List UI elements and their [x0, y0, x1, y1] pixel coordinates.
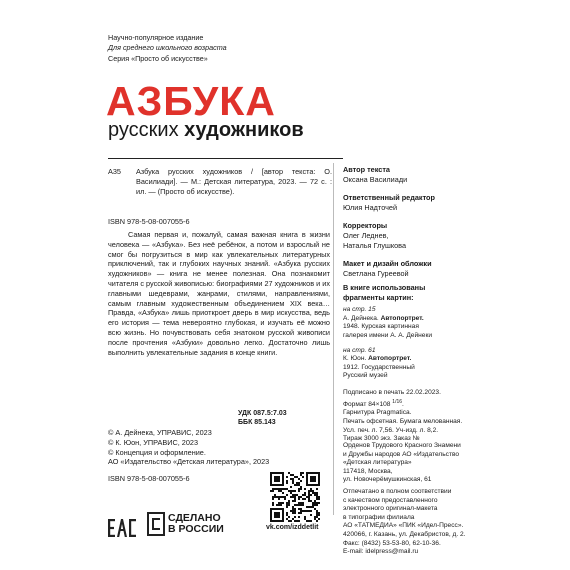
fragment-page: на стр. 61	[343, 346, 376, 354]
signed-date: Подписано в печать 22.02.2023.	[343, 389, 441, 396]
copyright-line: © А. Дейнека, УПРАВИС, 2023	[108, 428, 212, 437]
made-in-russia-icon	[147, 512, 165, 536]
credit-name: Оксана Василиади	[343, 174, 408, 184]
series-name: Серия «Просто об искусстве»	[108, 53, 208, 63]
publisher-info: Орденов Трудового Красного Знамени и Дружбы народов АО «Издательство «Детская литература» 117418, Москва, ул. Новочерёмушкинская, 61	[343, 442, 461, 484]
copyright-line: © Концепция и оформление.	[108, 447, 206, 457]
audience: Для среднего школьного возраста	[108, 43, 227, 53]
book-subtitle	[108, 119, 304, 141]
eac-mark	[108, 519, 136, 542]
annotation: Самая первая и, пожалуй, самая важная книга в жизни человека — «Азбука». Без неё ребёнок, а потом и взрослый не смог бы погрузиться в мир как увлекательных литературных приключений, так и глубоких научных знаний. «Азбука русских художников» — книга не менее полезная. Она познакомит читателя с русской живописью: биографиями 27 художников и их главными шедеврами, жанрами, стилями, направлениями, самым главным художественным объединением XIX века… Правда, «Азбука» лишь приоткроет дверь в мир искусства, ведь его история — тема невероятно глубокая, и изучать её можно всю жизнь. Но почувствовать себя знатоком русской живописи после прочтения «Азбуки» довольно легко. Достаточно лишь выполнить увлекательные задания в конце книги.	[108, 230, 330, 357]
edition-type: Научно-популярное издание	[108, 33, 204, 42]
fragments-heading: В книге использованы	[343, 283, 426, 292]
bbk-code: ББК 85.143	[238, 419, 276, 426]
print-method: Печать офсетная. Бумага мелованная.	[343, 417, 463, 425]
subtitle-light: русских	[108, 119, 179, 141]
fragments-heading: фрагменты картин:	[343, 292, 414, 302]
copyright-line: © К. Юон, УПРАВИС, 2023	[108, 437, 199, 447]
isbn-bottom: ISBN 978-5-08-007055-6	[108, 474, 190, 483]
credit-role: Ответственный редактор	[343, 193, 435, 203]
sheets: Усл. печ. л. 7,56. Уч-изд. л. 8,2.	[343, 426, 439, 434]
credit-role: Макет и дизайн обложки	[343, 259, 432, 269]
credits	[343, 165, 543, 278]
book-title: АЗБУКА	[106, 78, 276, 124]
format: Формат 84×108 $^{1/16}$.	[343, 398, 404, 408]
column-divider	[333, 163, 334, 515]
divider	[108, 158, 343, 159]
qr-caption: vk.com/izddetlit	[266, 524, 319, 531]
qr-code-icon	[270, 472, 320, 522]
made-in-russia-mark	[147, 512, 224, 536]
fragment-item: А. Дейнека. Автопортрет.	[343, 314, 424, 322]
udk-code: УДК 087.5:7.03	[238, 410, 287, 417]
credit-name: Юлия Надточей	[343, 202, 398, 212]
subtitle-bold: художников	[184, 119, 304, 141]
series-header	[108, 33, 227, 64]
credit-role: Корректоры	[343, 221, 388, 231]
qr-code[interactable]	[270, 472, 320, 522]
email[interactable]: E-mail: idelpress@mail.ru	[343, 548, 419, 556]
made-line-2: В РОССИИ	[168, 523, 224, 535]
bibliographic-text: Азбука русских художников / [автор текста: О. Василиади]. — М.: Детская литература, 2023. — 72 с. : ил. — (Просто об искусстве).	[136, 167, 332, 196]
credit-name: Олег Леднев,	[343, 230, 389, 240]
fragments-block: В книге использованы фрагменты картин: на стр. 15 А. Дейнека. Автопортрет. 1948. Курская картинная галерея имени А. А. Дейнеки на стр. 61 К. Юон. Автопортрет. 1912. Государственный Русский музей	[343, 283, 543, 381]
copyright-block	[108, 428, 269, 467]
eac-icon	[108, 519, 136, 537]
isbn: ISBN 978-5-08-007055-6	[108, 217, 190, 226]
credit-name: Светлана Гуреевой	[343, 268, 409, 278]
classification-codes	[238, 409, 287, 427]
fragment-item: К. Юон. Автопортрет.	[343, 355, 412, 363]
credit-role: Автор текста	[343, 165, 390, 174]
made-line-1: СДЕЛАНО	[168, 512, 221, 524]
printer-info: Отпечатано в полном соответствии с качеством предоставленного электронного оригинал-макета в типографии филиала АО «ТАТМЕДИА» «ПИК «Идел-Пресс». 420066, г. Казань, ул. Декабристов, д. 2. Факс: (8432) 53-53-80, 62-10-36. E-mail: idelpress@mail.ru	[343, 488, 553, 557]
imprint	[343, 389, 543, 444]
copyright-line: АО «Издательство «Детская литература», 2023	[108, 457, 270, 467]
print-run: Тираж 3000 экз. Заказ №	[343, 435, 420, 443]
fragment-page: на стр. 15	[343, 306, 376, 314]
typeface: Гарнитура Pragmatica.	[343, 409, 412, 417]
credit-name: Наталья Глушкова	[343, 240, 407, 250]
author-mark: А35	[108, 167, 121, 176]
